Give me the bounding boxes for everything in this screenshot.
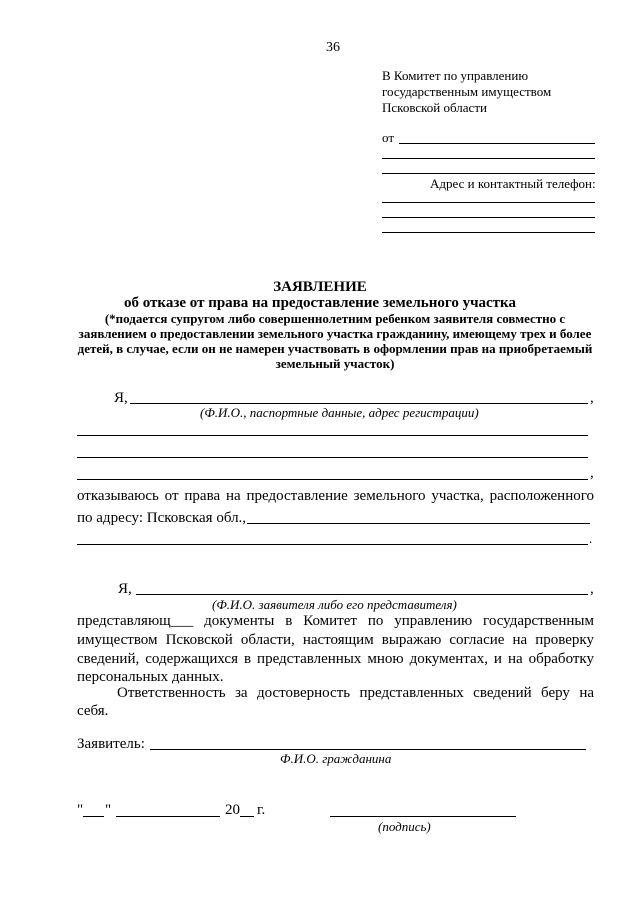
signature-field[interactable]	[330, 816, 516, 817]
responsibility-line-1: Ответственность за достоверность представленных сведений беру на	[117, 685, 594, 701]
representative-fio-hint: (Ф.И.О. заявителя либо его представителя)	[212, 597, 457, 612]
applicant-fio-hint: Ф.И.О. гражданина	[280, 751, 392, 766]
page-number: 36	[326, 40, 340, 55]
responsibility-line-2: себя.	[77, 703, 109, 719]
land-address-field[interactable]	[247, 523, 590, 524]
comma: ,	[590, 390, 594, 406]
from-name-field-3[interactable]	[382, 173, 595, 174]
year-prefix: 20	[225, 802, 240, 818]
details-field-line-4[interactable]	[77, 479, 588, 480]
land-address-field-2[interactable]	[77, 544, 588, 545]
address-phone-label: Адрес и контактный телефон:	[430, 176, 596, 191]
date-quote-open: "	[77, 802, 84, 818]
document-title: ЗАЯВЛЕНИЕ	[273, 279, 367, 295]
representative-fio-field[interactable]	[136, 594, 588, 595]
consent-line-2: имуществом Псковской области, настоящим выражаю согласие на проверку	[77, 632, 594, 648]
i-label: Я,	[114, 390, 128, 406]
addressee-line-3: Псковской области	[382, 100, 487, 115]
from-label: от	[382, 130, 395, 145]
i-label-2: Я,	[118, 581, 132, 597]
address-field-3[interactable]	[382, 232, 595, 233]
day-field[interactable]	[83, 816, 104, 817]
consent-line-3: сведений, содержащихся в представленных мною документах, и на обработку	[77, 651, 594, 667]
period: .	[589, 531, 593, 546]
addressee-line-2: государственным имуществом	[382, 84, 552, 99]
from-name-field[interactable]	[399, 143, 595, 144]
addressee-line-1: В Комитет по управлению	[382, 68, 529, 83]
from-name-field-2[interactable]	[382, 158, 595, 159]
applicant-label: Заявитель:	[77, 736, 145, 752]
address-field-2[interactable]	[382, 217, 595, 218]
details-field-line-2[interactable]	[77, 435, 588, 436]
address-field-1[interactable]	[382, 202, 595, 203]
applicant-name-field[interactable]	[150, 749, 586, 750]
comma-2: ,	[590, 581, 594, 597]
month-field[interactable]	[116, 816, 220, 817]
document-subtitle: об отказе от права на предоставление земельного участка	[124, 295, 516, 311]
note-line-2: заявлением о предоставлении земельного участка гражданину, имеющему трех и более	[78, 326, 592, 341]
consent-line-1: представляющ___ документы в Комитет по управлению государственным	[77, 613, 594, 629]
fio-passport-hint: (Ф.И.О., паспортные данные, адрес регистрации)	[200, 405, 479, 420]
year-field[interactable]	[240, 816, 254, 817]
consent-line-4: персональных данных.	[77, 669, 224, 685]
applicant-details-field[interactable]	[130, 403, 588, 404]
details-field-line-3[interactable]	[77, 457, 588, 458]
signature-hint: (подпись)	[378, 819, 431, 834]
note-line-4: земельный участок)	[275, 356, 395, 371]
note-line-1: (*подается супругом либо совершеннолетним ребенком заявителя совместно с	[104, 311, 566, 326]
note-line-3: детей, в случае, если он не намерен участвовать в оформлении прав на приобретаемый	[77, 341, 593, 356]
comma-after-lines: ,	[590, 465, 594, 481]
refuse-text: отказываюсь от права на предоставление земельного участка, расположенного	[77, 488, 594, 504]
year-suffix: г.	[257, 802, 266, 818]
date-quote-close: "	[105, 802, 112, 818]
address-prefix: по адресу: Псковская обл.,	[77, 510, 247, 526]
